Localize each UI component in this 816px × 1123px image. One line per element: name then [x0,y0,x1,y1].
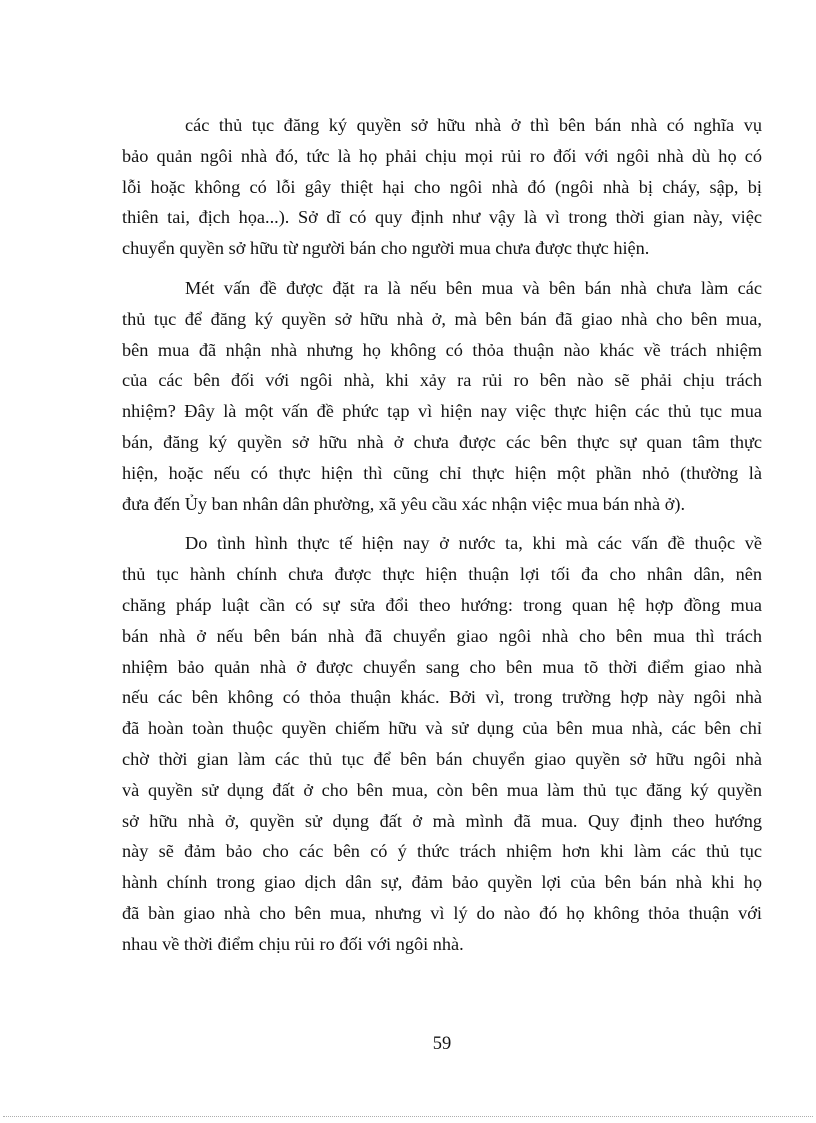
text-line: nhau về thời điểm chịu rủi ro đối với ngôi nhà. [122,933,464,954]
paragraph-1 [122,110,762,264]
text-line: bảo quản ngôi nhà đó, tức là họ phải chịu mọi rủi ro đối với ngôi nhà dù họ có [122,145,762,166]
text-line: nhiệm? Đây là một vấn đề phức tạp vì hiện nay việc thực hiện các thủ tục mua [122,401,762,422]
text-line: Do tình hình thực tế hiện nay ở nước ta, khi mà các vấn đề thuộc về [185,533,762,554]
text-line: Mét vấn đề được đặt ra là nếu bên mua và bên bán nhà chưa làm các [185,277,762,298]
text-line: các thủ tục đăng ký quyền sở hữu nhà ở thì bên bán nhà có nghĩa vụ [185,115,762,135]
text-line: thủ tục hành chính chưa được thực hiện thuận lợi tối đa cho nhân dân, nên [122,564,762,585]
text-line: nhiệm bảo quản nhà ở được chuyển sang cho bên mua tõ thời điểm giao nhà [122,656,762,677]
text-line: của các bên đối với ngôi nhà, khi xảy ra rủi ro bên nào sẽ phải chịu trách [122,370,762,391]
text-line: hành chính trong giao dịch dân sự, đảm bảo quyền lợi của bên bán nhà khi họ [122,872,762,893]
text-line: sở hữu nhà ở, quyền sử dụng đất ở mà mình đã mua. Quy định theo hướng [122,810,762,831]
text-line: đã hoàn toàn thuộc quyền chiếm hữu và sử dụng của bên mua nhà, các bên chỉ [122,718,762,739]
text-line: này sẽ đảm bảo cho các bên có ý thức trách nhiệm hơn khi làm các thủ tục [122,841,762,862]
text-line: bán nhà ở nếu bên bán nhà đã chuyển giao ngôi nhà cho bên mua thì trách [122,625,762,646]
text-line: nếu các bên không có thỏa thuận khác. Bởi vì, trong trường hợp này ngôi nhà [122,687,762,708]
text-line: hiện, hoặc nếu có thực hiện thì cũng chỉ thực hiện một phần nhỏ (thường là [122,462,762,483]
text-line: chuyển quyền sở hữu từ người bán cho người mua chưa được thực hiện. [122,238,650,259]
text-line: chăng pháp luật cần có sự sửa đổi theo hướng: trong quan hệ hợp đồng mua [122,594,762,615]
text-line: lỗi hoặc không có lỗi gây thiệt hại cho ngôi nhà đó (ngôi nhà bị cháy, sập, bị [122,176,762,197]
text-line: thủ tục để đăng ký quyền sở hữu nhà ở, mà bên bán đã giao nhà cho bên mua, [122,308,762,329]
paragraph-3 [122,528,762,959]
page-bottom-dotted-line [3,1116,813,1117]
text-line: đưa đến Ủy ban nhân dân phường, xã yêu cầu xác nhận việc mua bán nhà ở). [122,493,686,514]
page-body-text [122,110,762,969]
text-line: đã bàn giao nhà cho bên mua, nhưng vì lý do nào đó họ không thỏa thuận với [122,902,762,923]
paragraph-2 [122,273,762,519]
page-number: 59 [432,1034,452,1054]
text-line: bán, đăng ký quyền sở hữu nhà ở chưa được các bên thực sự quan tâm thực [122,431,762,452]
text-line: bên mua đã nhận nhà nhưng họ không có thỏa thuận nào khác về trách nhiệm [122,339,762,360]
text-line: và quyền sử dụng đất ở cho bên mua, còn bên mua làm thủ tục đăng ký quyền [122,779,762,800]
text-line: chờ thời gian làm các thủ tục để bên bán chuyển giao quyền sở hữu ngôi nhà [122,748,762,769]
text-line: thiên tai, địch họa...). Sở dĩ có quy định như vậy là vì trong thời gian này, việc [122,207,762,228]
